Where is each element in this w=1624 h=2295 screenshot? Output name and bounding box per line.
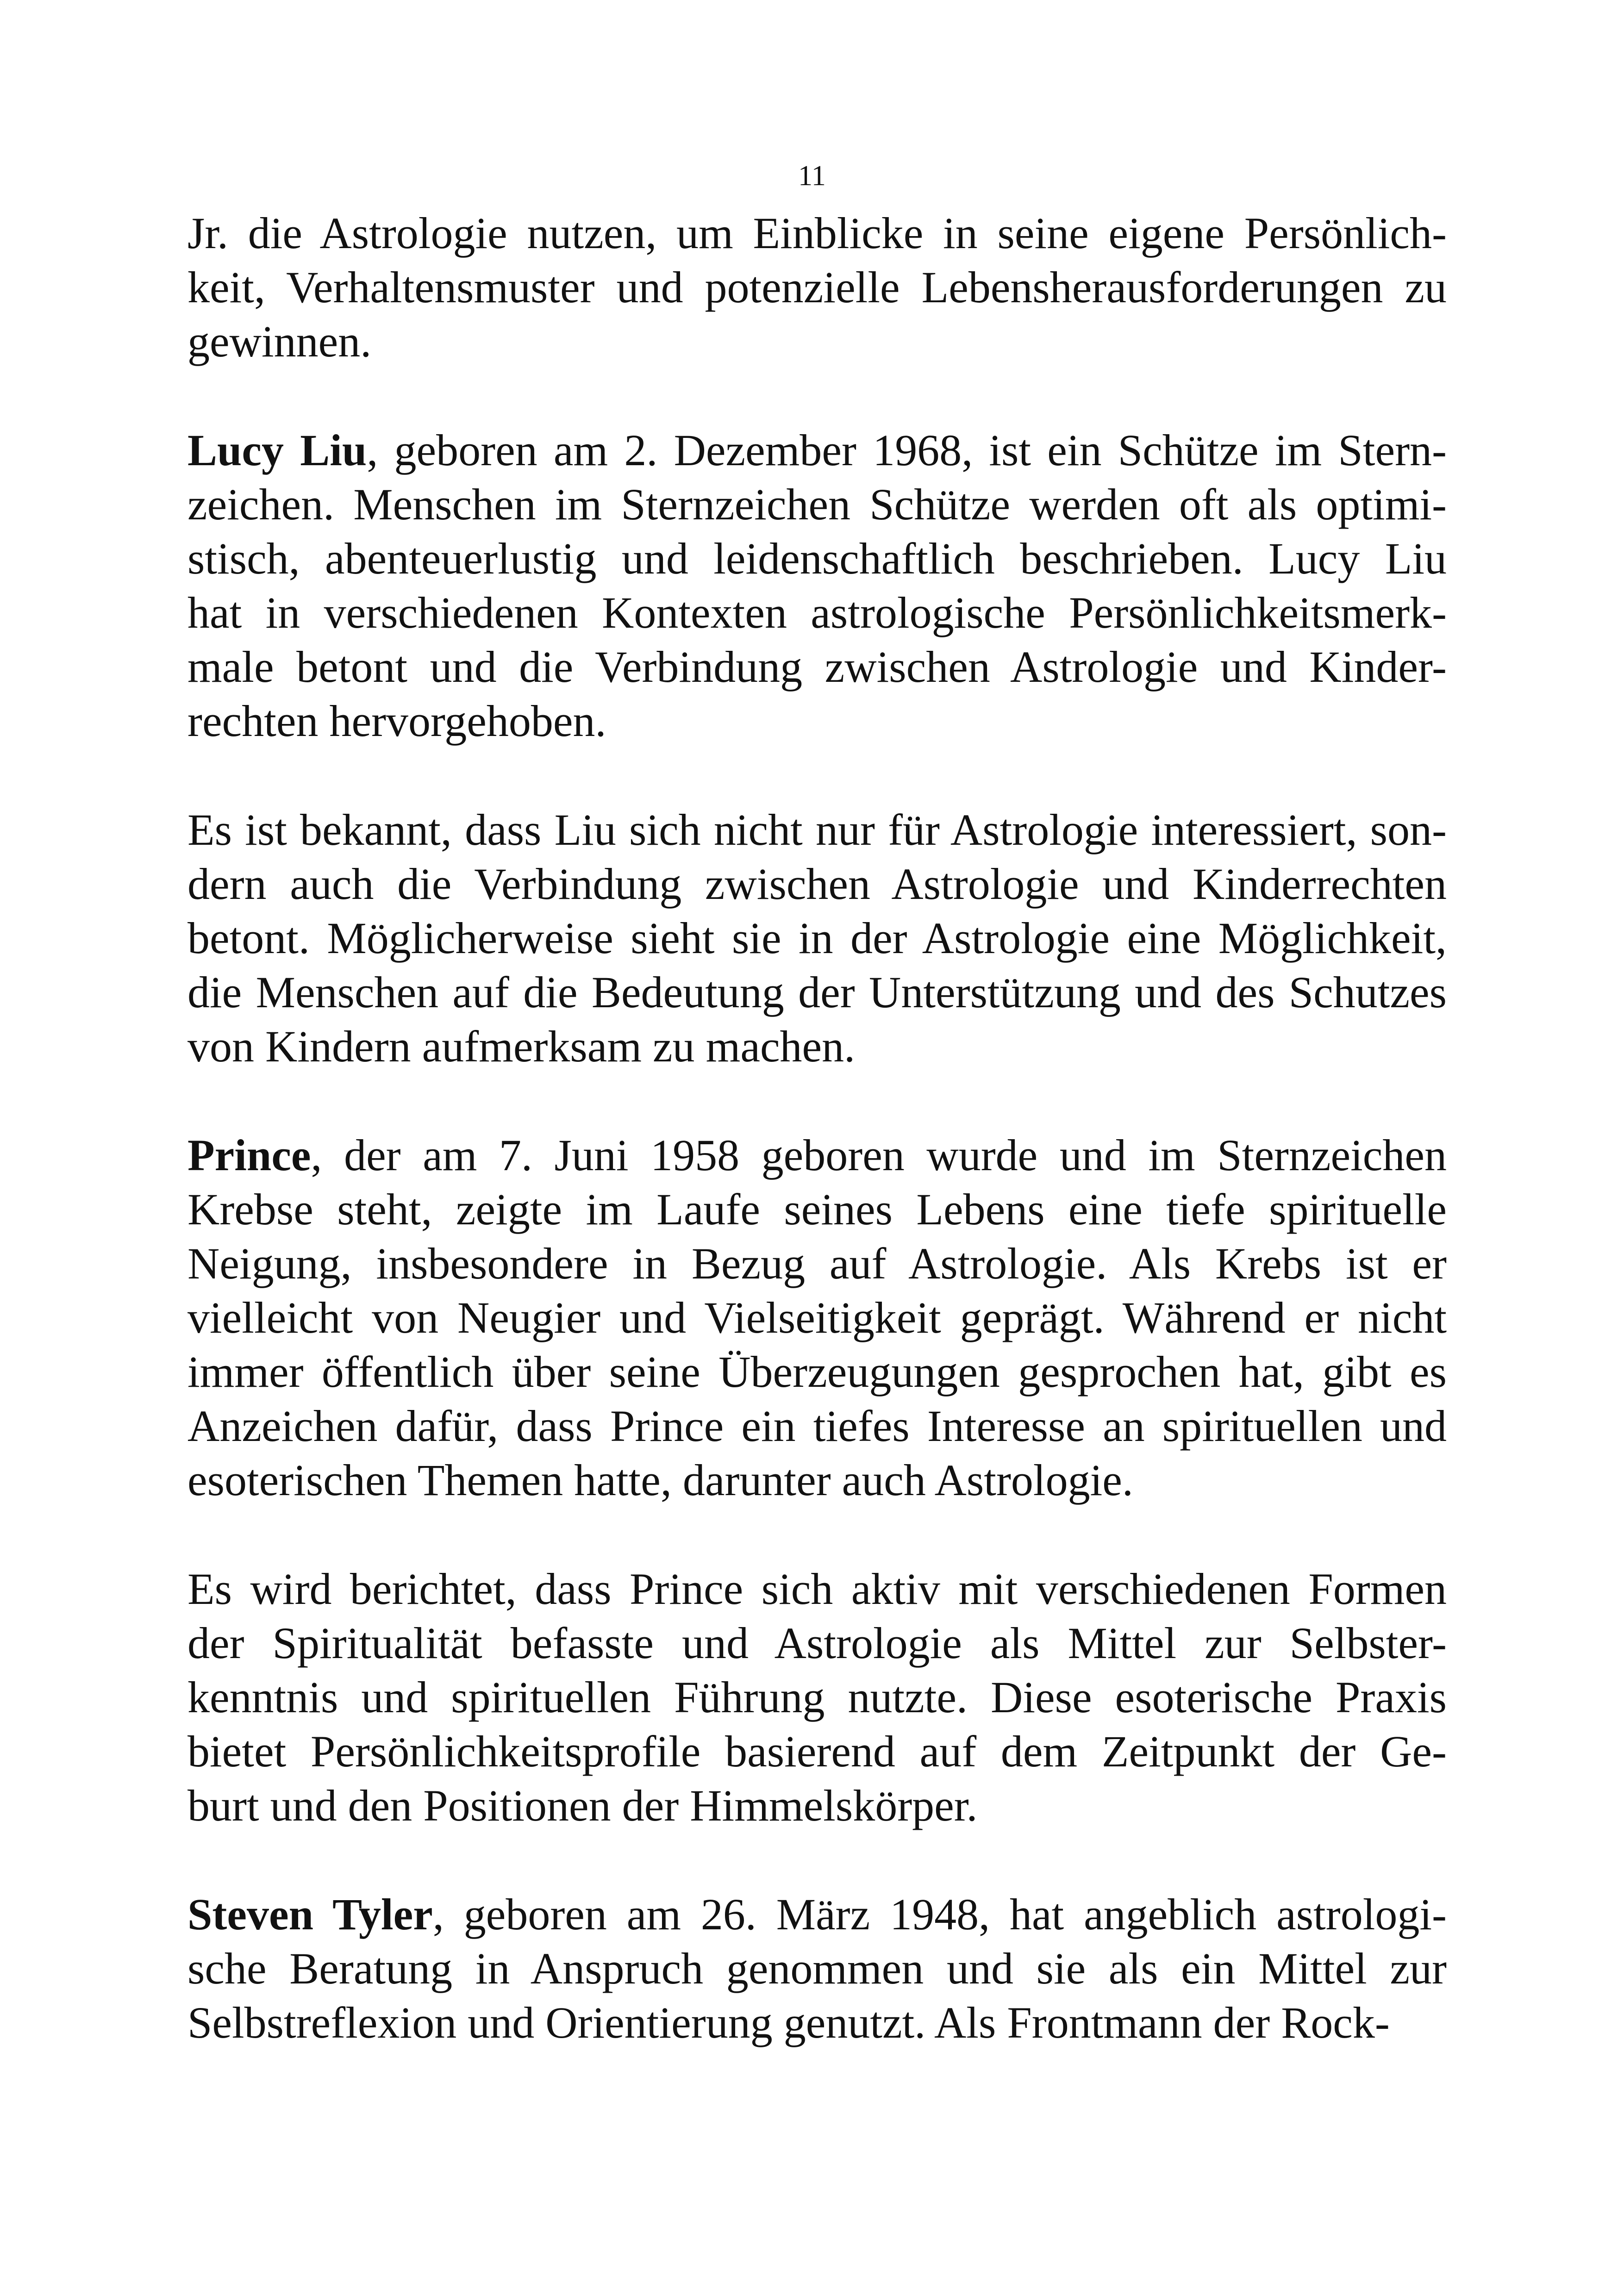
text-line xyxy=(187,640,1447,694)
text-line xyxy=(187,1291,1447,1345)
line-text: Krebse steht, zeigte im Laufe seines Lebens eine tiefe spirituelle xyxy=(187,1185,1447,1234)
text-line xyxy=(187,1019,1447,1073)
line-text: male betont und die Verbindung zwischen Astrologie und Kinder- xyxy=(187,642,1447,692)
line-text: burt und den Positionen der Himmelskörper. xyxy=(187,1781,978,1830)
line-text: hat in verschiedenen Kontexten astrologische Persönlichkeitsmerk- xyxy=(187,588,1447,637)
text-line xyxy=(187,1887,1447,1941)
text-line xyxy=(187,1562,1447,1616)
paragraph xyxy=(187,1887,1447,2050)
page-body xyxy=(187,206,1447,2104)
line-text: vielleicht von Neugier und Vielseitigkeit geprägt. Während er nicht xyxy=(187,1293,1447,1342)
person-name: Lucy Liu xyxy=(187,425,367,475)
paragraph xyxy=(187,1128,1447,1507)
line-text: rechten hervorgehoben. xyxy=(187,696,606,746)
line-text: , geboren am 2. Dezember 1968, ist ein Schütze im Stern- xyxy=(367,425,1447,475)
line-text: Neigung, insbesondere in Bezug auf Astrologie. Als Krebs ist er xyxy=(187,1239,1447,1288)
line-text: , geboren am 26. März 1948, hat angeblich astrologi- xyxy=(432,1890,1447,1939)
person-name: Prince xyxy=(187,1130,311,1180)
line-text: bietet Persönlichkeitsprofile basierend auf dem Zeitpunkt der Ge- xyxy=(187,1727,1447,1776)
line-text: von Kindern aufmerksam zu machen. xyxy=(187,1022,856,1071)
page-number: 11 xyxy=(798,160,826,192)
text-line xyxy=(187,1399,1447,1453)
text-line xyxy=(187,1616,1447,1670)
text-line xyxy=(187,260,1447,314)
text-line xyxy=(187,1345,1447,1399)
paragraph xyxy=(187,423,1447,748)
text-line xyxy=(187,1453,1447,1507)
line-text: dern auch die Verbindung zwischen Astrologie und Kinderrechten xyxy=(187,859,1447,909)
line-text: die Menschen auf die Bedeutung der Unterstützung und des Schutzes xyxy=(187,967,1447,1017)
text-line xyxy=(187,1941,1447,1996)
text-line xyxy=(187,206,1447,260)
text-line xyxy=(187,911,1447,965)
paragraph xyxy=(187,1562,1447,1833)
text-line xyxy=(187,1236,1447,1291)
line-text: Es wird berichtet, dass Prince sich aktiv mit verschiedenen Formen xyxy=(187,1564,1447,1614)
line-text: betont. Möglicherweise sieht sie in der Astrologie eine Möglichkeit, xyxy=(187,913,1447,963)
line-text: gewinnen. xyxy=(187,317,372,366)
text-line xyxy=(187,803,1447,857)
line-text: immer öffentlich über seine Überzeugungen gesprochen hat, gibt es xyxy=(187,1347,1447,1397)
line-text: kenntnis und spirituellen Führung nutzte. Diese esoterische Praxis xyxy=(187,1672,1447,1722)
text-line xyxy=(187,965,1447,1019)
line-text: Selbstreflexion und Orientierung genutzt. Als Frontmann der Rock- xyxy=(187,1998,1390,2047)
text-line xyxy=(187,1724,1447,1778)
line-text: , der am 7. Juni 1958 geboren wurde und im Sternzeichen xyxy=(311,1130,1447,1180)
line-text: Jr. die Astrologie nutzen, um Einblicke in seine eigene Persönlich- xyxy=(187,208,1447,258)
text-line xyxy=(187,1670,1447,1724)
text-line xyxy=(187,531,1447,586)
line-text: der Spiritualität befasste und Astrologie als Mittel zur Selbster- xyxy=(187,1618,1447,1668)
line-text: Es ist bekannt, dass Liu sich nicht nur für Astrologie interessiert, son- xyxy=(187,805,1447,854)
text-line xyxy=(187,477,1447,531)
text-line xyxy=(187,1128,1447,1182)
text-line xyxy=(187,1996,1447,2050)
text-line xyxy=(187,857,1447,911)
text-line xyxy=(187,1778,1447,1833)
text-line xyxy=(187,694,1447,748)
line-text: sche Beratung in Anspruch genommen und sie als ein Mittel zur xyxy=(187,1944,1447,1993)
paragraph xyxy=(187,803,1447,1073)
line-text: keit, Verhaltensmuster und potenzielle Lebensherausforderungen zu xyxy=(187,262,1447,312)
person-name: Steven Tyler xyxy=(187,1890,433,1939)
line-text: esoterischen Themen hatte, darunter auch Astrologie. xyxy=(187,1455,1133,1505)
text-line xyxy=(187,314,1447,368)
text-line xyxy=(187,423,1447,477)
line-text: zeichen. Menschen im Sternzeichen Schütze werden oft als optimi- xyxy=(187,480,1447,529)
line-text: stisch, abenteuerlustig und leidenschaftlich beschrieben. Lucy Liu xyxy=(187,534,1447,583)
text-line xyxy=(187,1182,1447,1236)
line-text: Anzeichen dafür, dass Prince ein tiefes Interesse an spirituellen und xyxy=(187,1401,1447,1451)
paragraph xyxy=(187,206,1447,368)
text-line xyxy=(187,586,1447,640)
